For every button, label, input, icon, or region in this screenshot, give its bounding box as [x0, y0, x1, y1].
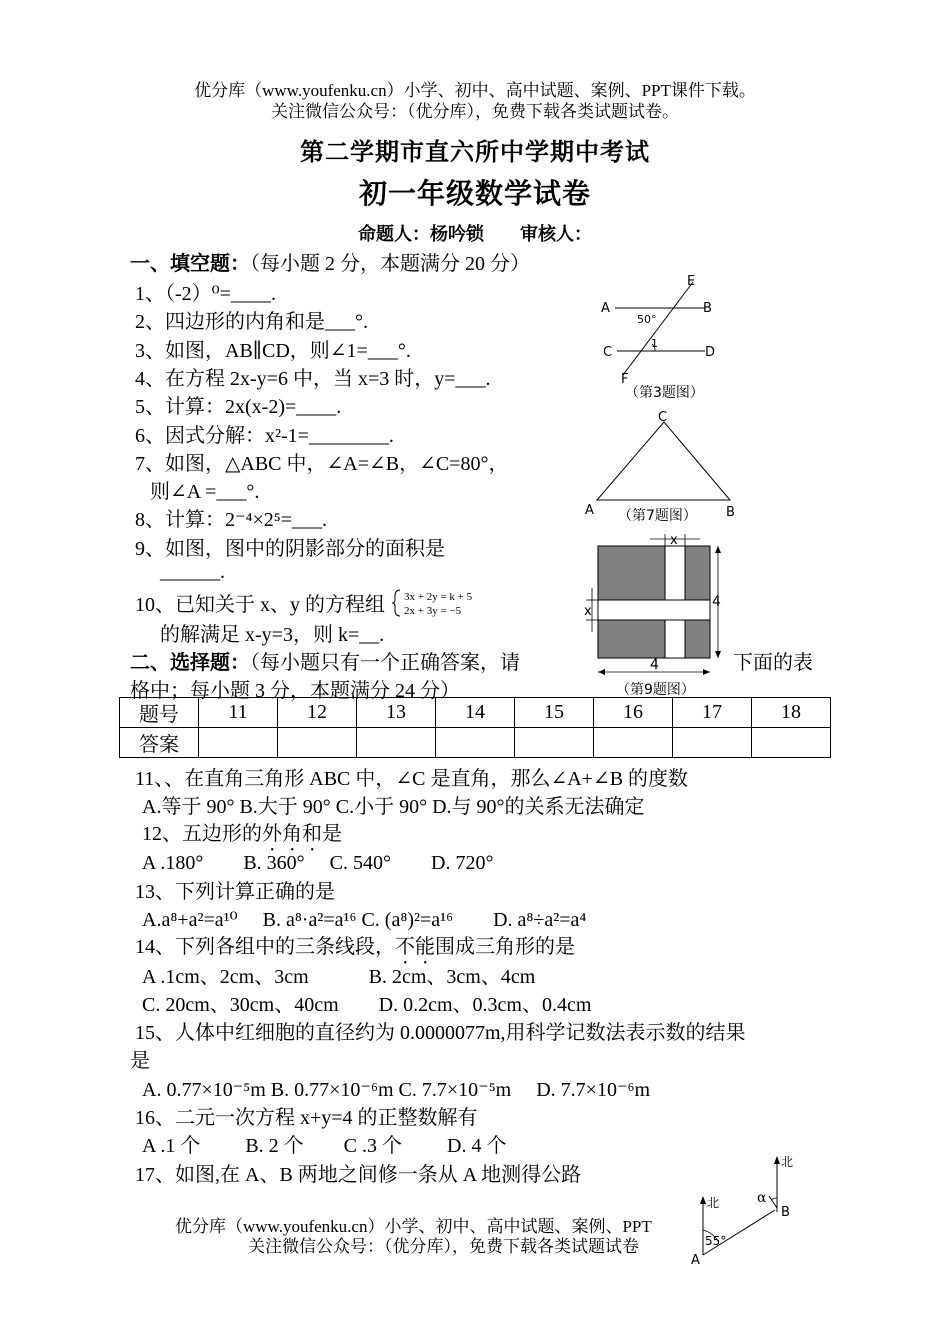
label-a: A [601, 301, 610, 316]
answer-table [119, 697, 831, 758]
question-2: 2、四边形的内角和是___°. [135, 311, 368, 333]
header-line-2: 关注微信公众号：（优分库），免费下载各类试题试卷。 [271, 102, 679, 121]
horizontal-road [598, 600, 710, 620]
question-13: 13、下列计算正确的是 [135, 881, 335, 903]
figure-3-parallel-lines [595, 270, 725, 405]
figure-9-shaded-square [578, 528, 738, 700]
question-14-post: 围成三角形的是 [435, 936, 575, 958]
answer-table-header-row [120, 698, 831, 728]
question-7: 7、如图，△ABC 中，∠A=∠B，∠C=80°， [135, 453, 509, 475]
figure-7-triangle [580, 408, 740, 528]
question-3: 3、如图，AB∥CD，则∠1=___°. [135, 340, 411, 362]
question-5: 5、计算：2x(x-2)=____. [135, 396, 342, 418]
question-10-text: 10、已知关于 x、y 的方程组 [135, 594, 385, 616]
authors-line: 命题人：杨吟锁 审核人： [358, 224, 592, 244]
question-6: 6、因式分解：x²-1=________. [135, 425, 394, 447]
arrow-head [703, 669, 710, 675]
answer-cell[interactable] [673, 728, 752, 758]
question-14-pre: 14、下列各组中的三条线段， [135, 936, 395, 958]
north-arrow-b [774, 1156, 780, 1164]
table-number-15: 15 [515, 698, 594, 728]
road-intersection [666, 601, 684, 619]
section-2-note: （每小题只有一个正确答案，请 [250, 652, 520, 674]
header-line-1: 优分库（www.youfenku.cn）小学、初中、高中试题、案例、PPT课件下载。 [194, 81, 756, 100]
question-8: 8、计算：2⁻⁴×2⁵=___. [135, 509, 328, 531]
label-x-left: x [584, 604, 592, 619]
question-9: 9、如图，图中的阴影部分的面积是 [135, 538, 445, 560]
triangle-abc [597, 422, 730, 500]
label-b: B [781, 1205, 790, 1220]
label-a: A [691, 1253, 700, 1268]
answer-cell[interactable] [752, 728, 831, 758]
figure-3-caption: （第3题图） [625, 385, 704, 401]
question-12-emphasis: 外角和 [262, 823, 322, 845]
question-12-options: A .180° B. 360° C. 540° D. 720° [142, 852, 494, 874]
figure-7-caption: （第7题图） [618, 508, 697, 524]
answer-cell[interactable] [357, 728, 436, 758]
section-2-title: 二、选择题： [130, 652, 250, 674]
question-11: 11、、在直角三角形 ABC 中，∠C 是直角，那么∠A+∠B 的度数 [135, 768, 689, 790]
table-number-14: 14 [436, 698, 515, 728]
angle-alpha: α [757, 1190, 767, 1206]
table-number-13: 13 [357, 698, 436, 728]
label-a: A [585, 503, 594, 518]
question-15: 15、人体中红细胞的直径约为 0.0000077m,用科学记数法表示数的结果 [135, 1022, 746, 1044]
equation-system [390, 588, 565, 624]
section-1-title: 一、填空题： [130, 253, 250, 275]
section-1-note: （每小题 2 分，本题满分 20 分） [250, 253, 530, 275]
question-14-options-1: A .1cm、2cm、3cm B. 2cm、3cm、4cm [142, 966, 536, 988]
question-13-options: A.a⁸+a²=a¹⁰ B. a⁸·a²=a¹⁶ C. (a⁸)²=a¹⁶ D. a⁸÷a²=a⁴ [142, 909, 587, 931]
footer-line-1: 优分库（www.youfenku.cn）小学、初中、高中试题、案例、PPT [175, 1217, 652, 1236]
label-4-right: 4 [712, 594, 721, 610]
label-north-b: 北 [781, 1155, 794, 1169]
label-4-bottom: 4 [650, 657, 659, 673]
figure-9-caption: （第9题图） [616, 682, 695, 698]
table-number-17: 17 [673, 698, 752, 728]
exam-title: 第二学期市直六所中学期中考试 [300, 140, 650, 166]
question-16: 16、二元一次方程 x+y=4 的正整数解有 [135, 1107, 478, 1129]
question-16-options: A .1 个 B. 2 个 C .3 个 D. 4 个 [142, 1135, 507, 1157]
label-c: C [658, 410, 668, 425]
label-b: B [726, 505, 735, 520]
question-10-continued: 的解满足 x-y=3，则 k=__. [160, 624, 385, 646]
label-c: C [603, 345, 613, 360]
label-f: F [621, 372, 629, 387]
angle-55: 55° [705, 1234, 727, 1248]
equation-2: 2x + 3y = −5 [404, 605, 462, 618]
table-label-number: 题号 [120, 698, 199, 728]
arrow-head [715, 651, 721, 658]
question-12-pre: 12、五边形的 [142, 823, 262, 845]
question-15-options: A. 0.77×10⁻⁵m B. 0.77×10⁻⁶m C. 7.7×10⁻⁵m D. 7.7×10⁻⁶m [142, 1079, 651, 1101]
table-number-12: 12 [278, 698, 357, 728]
answer-cell[interactable] [594, 728, 673, 758]
label-x-top: x [670, 533, 678, 548]
equation-1: 3x + 2y = k + 5 [404, 591, 473, 604]
north-arrow-a [700, 1196, 706, 1204]
question-11-options: A.等于 90° B.大于 90° C.小于 90° D.与 90°的关系无法确定 [142, 796, 645, 818]
answer-cell[interactable] [278, 728, 357, 758]
section-2-note-2: 格中；每小题 3 分，本题满分 24 分） [130, 680, 460, 702]
table-number-11: 11 [199, 698, 278, 728]
transversal-ef [623, 282, 693, 375]
answer-cell[interactable] [515, 728, 594, 758]
table-number-16: 16 [594, 698, 673, 728]
footer-line-2: 关注微信公众号：（优分库），免费下载各类试题试卷 [248, 1237, 639, 1256]
arrow-head [598, 669, 605, 675]
angle-1: 1 [651, 337, 658, 350]
answer-table-answer-row [120, 728, 831, 758]
arrow-head [715, 546, 721, 553]
alpha-arc [771, 1198, 777, 1200]
road-ab [703, 1210, 775, 1255]
question-15-continued: 是 [130, 1050, 150, 1072]
section-1-heading [130, 247, 530, 276]
section-2-note-end: 下面的表 [733, 652, 813, 674]
label-b: B [703, 301, 712, 316]
exam-subtitle: 初一年级数学试卷 [358, 179, 591, 210]
section-2-heading [130, 646, 520, 675]
question-14-emphasis: 不能 [395, 936, 435, 958]
question-17: 17、如图,在 A、B 两地之间修一条从 A 地测得公路 [135, 1164, 582, 1186]
label-e: E [687, 274, 696, 289]
question-4: 4、在方程 2x-y=6 中，当 x=3 时，y=___. [135, 368, 491, 390]
table-label-answer: 答案 [120, 728, 199, 758]
question-7-continued: 则∠A =___°. [150, 481, 260, 503]
label-north-a: 北 [707, 1196, 720, 1210]
question-9-blank: ______. [160, 561, 225, 583]
label-d: D [705, 345, 716, 360]
answer-cell[interactable] [436, 728, 515, 758]
question-12-post: 是 [322, 823, 342, 845]
question-14-options-2: C. 20cm、30cm、40cm D. 0.2cm、0.3cm、0.4cm [142, 994, 592, 1016]
figure-17-road [685, 1150, 815, 1270]
answer-cell[interactable] [199, 728, 278, 758]
question-1: 1、（-2）⁰=____. [135, 283, 276, 305]
table-number-18: 18 [752, 698, 831, 728]
angle-50: 50° [637, 313, 657, 326]
